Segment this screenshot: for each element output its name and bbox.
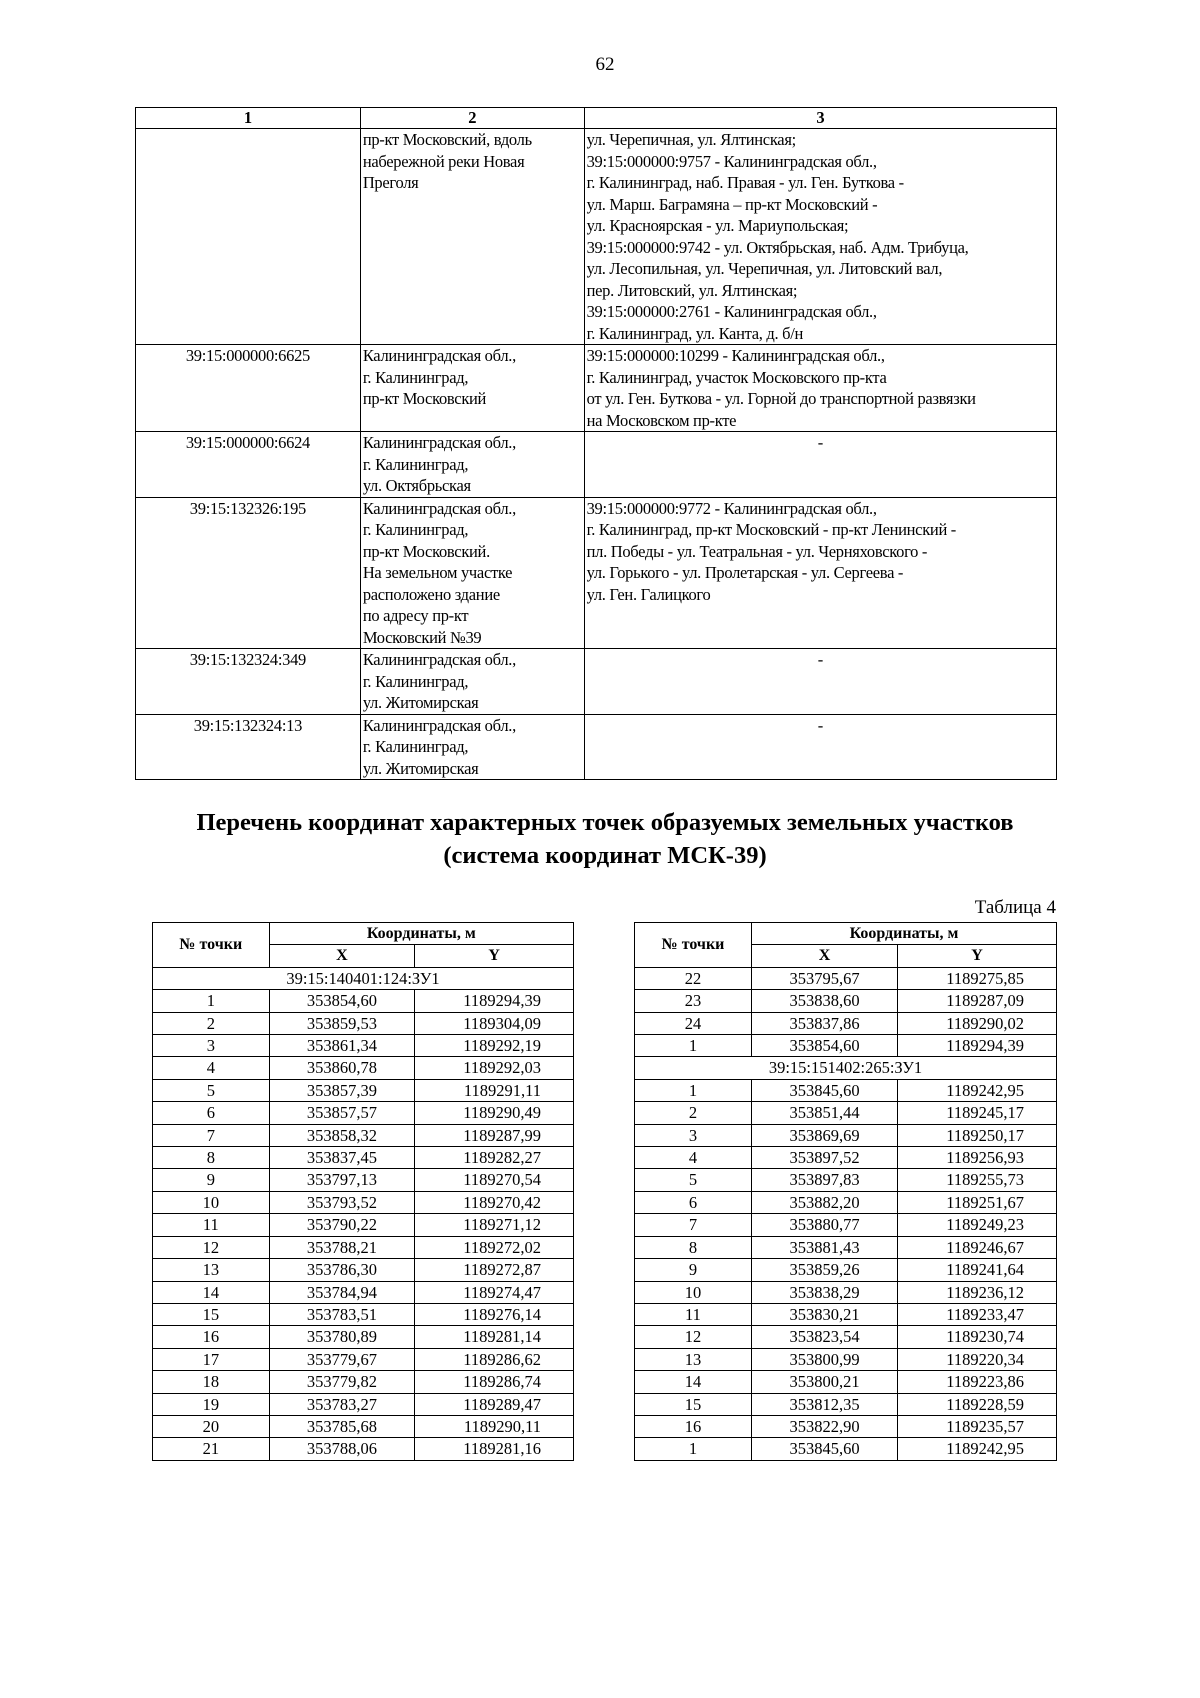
address-line: набережной реки Новая [362,151,525,171]
related-plots-cell [584,432,1056,498]
address-cell [360,345,584,432]
related-line: пл. Победы - ул. Театральная - ул. Черняховского - [586,541,928,561]
table-row [635,1303,1057,1325]
y-coordinate-cell: 1189286,74 [415,1371,574,1393]
column-header: 2 [360,108,584,129]
y-coordinate-cell: 1189250,17 [898,1124,1057,1146]
point-number-cell: 17 [153,1348,270,1370]
table-row [153,990,574,1012]
table-row [153,1259,574,1281]
point-number-cell: 12 [153,1236,270,1258]
section-title [0,806,1200,872]
x-coordinate-cell: 353880,77 [752,1214,898,1236]
x-coordinate-cell: 353838,60 [752,990,898,1012]
related-line: ул. Красноярская - ул. Мариупольская; [586,216,849,235]
x-coordinate-cell: 353830,21 [752,1303,898,1325]
point-number-cell: 1 [635,1438,752,1460]
y-coordinate-cell: 1189220,34 [898,1348,1057,1370]
y-coordinate-cell: 1189291,11 [415,1079,574,1101]
y-coordinate-cell: 1189228,59 [898,1393,1057,1415]
x-coordinate-cell: 353780,89 [269,1326,415,1348]
page-number: 62 [595,54,615,75]
point-number-cell: 13 [153,1259,270,1281]
x-header: X [269,945,415,967]
table-row [635,1012,1057,1034]
point-number-cell: 24 [635,1012,752,1034]
y-coordinate-cell: 1189241,64 [898,1259,1057,1281]
table-row [153,1326,574,1348]
point-number-cell: 1 [635,1079,752,1101]
table-row [153,1191,574,1213]
point-number-cell: 8 [635,1236,752,1258]
point-number-cell: 4 [635,1147,752,1169]
x-coordinate-cell: 353788,06 [269,1438,415,1460]
table-row [153,1102,574,1124]
x-coordinate-cell: 353786,30 [269,1259,415,1281]
point-number-cell: 14 [153,1281,270,1303]
related-line: ул. Лесопильная, ул. Черепичная, ул. Литовский вал, [586,259,943,278]
y-coordinate-cell: 1189286,62 [415,1348,574,1370]
table-row [153,1236,574,1258]
address-cell [360,432,584,498]
y-coordinate-cell: 1189270,54 [415,1169,574,1191]
related-line: г. Калининград, пр-кт Московский - пр-кт Ленинский - [586,520,957,539]
x-coordinate-cell: 353822,90 [752,1415,898,1437]
column-header: 1 [136,108,361,129]
table-row [635,1371,1057,1393]
related-line: 39:15:000000:9772 - Калининградская обл., [586,498,877,518]
y-coordinate-cell: 1189242,95 [898,1438,1057,1460]
x-coordinate-cell: 353779,82 [269,1371,415,1393]
y-coordinate-cell: 1189304,09 [415,1012,574,1034]
table-row [153,1147,574,1169]
x-coordinate-cell: 353812,35 [752,1393,898,1415]
related-line: 39:15:000000:9742 - ул. Октябрьская, наб. Адм. Трибуца, [586,237,969,257]
header-row [136,108,1057,129]
point-number-cell: 15 [153,1303,270,1325]
related-line: ул. Ген. Галицкого [586,584,711,604]
address-line: пр-кт Московский [362,389,487,408]
table-row [136,432,1057,498]
point-number-cell: 6 [635,1191,752,1213]
related-plots-cell [584,714,1056,780]
related-line: г. Калининград, участок Московского пр-кта [586,367,887,387]
point-number-cell: 19 [153,1393,270,1415]
table-row [153,1214,574,1236]
coords-header: Координаты, м [269,923,573,945]
x-coordinate-cell: 353797,13 [269,1169,415,1191]
x-coordinate-cell: 353837,86 [752,1012,898,1034]
related-plots-cell [584,497,1056,649]
address-line: ул. Житомирская [362,758,479,778]
table-row [635,1214,1057,1236]
table-row [153,1303,574,1325]
y-coordinate-cell: 1189281,14 [415,1326,574,1348]
x-coordinate-cell: 353857,39 [269,1079,415,1101]
table-row [635,990,1057,1012]
address-line: Калининградская обл., [362,498,516,518]
point-number-cell: 2 [153,1012,270,1034]
x-header: X [752,945,898,967]
x-coordinate-cell: 353854,60 [269,990,415,1012]
address-line: ул. Октябрьская [362,476,471,495]
cadastral-number-cell: 39:15:132326:195 [136,497,361,649]
address-line: Калининградская обл., [362,715,516,735]
land-plots-table [135,107,1057,780]
cadastral-number-cell: 39:15:000000:6624 [136,432,361,498]
section-row [153,967,574,989]
address-line: г. Калининград, [362,671,469,691]
x-coordinate-cell: 353869,69 [752,1124,898,1146]
table-row [153,1057,574,1079]
y-coordinate-cell: 1189281,16 [415,1438,574,1460]
y-coordinate-cell: 1189230,74 [898,1326,1057,1348]
table-row [153,1393,574,1415]
x-coordinate-cell: 353785,68 [269,1415,415,1437]
table-row [136,714,1057,780]
point-number-cell: 2 [635,1102,752,1124]
cadastral-number-cell: 39:15:132324:13 [136,714,361,780]
address-cell [360,497,584,649]
point-number-cell: 1 [635,1035,752,1057]
address-cell [360,714,584,780]
point-number-cell: 6 [153,1102,270,1124]
y-coordinate-cell: 1189294,39 [898,1035,1057,1057]
y-coordinate-cell: 1189289,47 [415,1393,574,1415]
x-coordinate-cell: 353881,43 [752,1236,898,1258]
x-coordinate-cell: 353897,52 [752,1147,898,1169]
y-coordinate-cell: 1189246,67 [898,1236,1057,1258]
point-number-cell: 14 [635,1371,752,1393]
table-row [153,1415,574,1437]
address-cell [360,129,584,345]
related-line: ул. Черепичная, ул. Ялтинская; [586,130,796,149]
y-header: Y [415,945,574,967]
y-coordinate-cell: 1189294,39 [415,990,574,1012]
table-row [136,129,1057,345]
related-line: 39:15:000000:2761 - Калининградская обл., [586,302,877,321]
point-number-cell: 20 [153,1415,270,1437]
y-coordinate-cell: 1189270,42 [415,1191,574,1213]
address-line: по адресу пр-кт [362,606,469,625]
coords-header: Координаты, м [752,923,1057,945]
address-line: пр-кт Московский. [362,541,490,561]
point-number-cell: 18 [153,1371,270,1393]
x-coordinate-cell: 353790,22 [269,1214,415,1236]
x-coordinate-cell: 353882,20 [752,1191,898,1213]
related-plots-cell [584,649,1056,715]
coordinates-table-left [152,922,574,1461]
table-row [635,1259,1057,1281]
address-line: Калининградская обл., [362,650,516,669]
point-number-cell: 3 [153,1035,270,1057]
point-number-cell: 1 [153,990,270,1012]
y-coordinate-cell: 1189292,19 [415,1035,574,1057]
x-coordinate-cell: 353860,78 [269,1057,415,1079]
table-row [153,1012,574,1034]
title-line: (система координат МСК-39) [443,842,767,869]
table-row [635,1236,1057,1258]
point-number-cell: 10 [153,1191,270,1213]
table-row [635,1191,1057,1213]
address-line: г. Калининград, [362,367,469,387]
table-row [153,1371,574,1393]
related-line: - [817,433,823,452]
address-line: г. Калининград, [362,520,469,539]
x-coordinate-cell: 353800,99 [752,1348,898,1370]
point-number-cell: 23 [635,990,752,1012]
section-row [635,1057,1057,1079]
table-row [635,1326,1057,1348]
point-number-cell: 10 [635,1281,752,1303]
address-line: расположено здание [362,584,500,604]
y-coordinate-cell: 1189275,85 [898,967,1057,989]
table-row [635,1035,1057,1057]
table-row [635,1102,1057,1124]
table-row [635,1079,1057,1101]
table-row [153,1124,574,1146]
y-coordinate-cell: 1189251,67 [898,1191,1057,1213]
y-coordinate-cell: 1189242,95 [898,1079,1057,1101]
y-coordinate-cell: 1189287,99 [415,1124,574,1146]
related-line: г. Калининград, ул. Канта, д. б/н [586,323,804,343]
x-coordinate-cell: 353783,51 [269,1303,415,1325]
table-row [635,1281,1057,1303]
table-row [153,1281,574,1303]
point-number-cell: 3 [635,1124,752,1146]
cadastral-number-cell: 39:15:132324:349 [136,649,361,715]
address-line: На земельном участке [362,563,513,582]
y-coordinate-cell: 1189255,73 [898,1169,1057,1191]
y-coordinate-cell: 1189292,03 [415,1057,574,1079]
related-line: - [817,650,823,669]
address-line: г. Калининград, [362,454,469,474]
x-coordinate-cell: 353858,32 [269,1124,415,1146]
table-row [635,1393,1057,1415]
point-header: № точки [153,923,270,968]
y-coordinate-cell: 1189256,93 [898,1147,1057,1169]
point-number-cell: 22 [635,967,752,989]
address-line: г. Калининград, [362,737,469,756]
title-line: Перечень координат характерных точек образуемых земельных участков [196,809,1014,836]
x-coordinate-cell: 353897,83 [752,1169,898,1191]
table-row [635,1438,1057,1460]
related-line: от ул. Ген. Буткова - ул. Горной до транспортной развязки [586,389,976,408]
address-line: Калининградская обл., [362,346,516,365]
related-plots-cell [584,129,1056,345]
cadastral-number-cell: 39:15:000000:6625 [136,345,361,432]
point-number-cell: 21 [153,1438,270,1460]
address-cell [360,649,584,715]
related-plots-cell [584,345,1056,432]
x-coordinate-cell: 353795,67 [752,967,898,989]
address-line: пр-кт Московский, вдоль [362,130,532,149]
y-coordinate-cell: 1189272,87 [415,1259,574,1281]
plot-id-cell: 39:15:151402:265:ЗУ1 [635,1057,1057,1079]
point-number-cell: 9 [635,1259,752,1281]
table-row [635,967,1057,989]
point-number-cell: 7 [635,1214,752,1236]
y-coordinate-cell: 1189290,49 [415,1102,574,1124]
x-coordinate-cell: 353859,53 [269,1012,415,1034]
x-coordinate-cell: 353845,60 [752,1438,898,1460]
table-row [136,345,1057,432]
table-row [635,1415,1057,1437]
point-number-cell: 5 [635,1169,752,1191]
y-coordinate-cell: 1189276,14 [415,1303,574,1325]
related-line: ул. Горького - ул. Пролетарская - ул. Сергеева - [586,563,904,582]
x-coordinate-cell: 353779,67 [269,1348,415,1370]
x-coordinate-cell: 353859,26 [752,1259,898,1281]
y-coordinate-cell: 1189223,86 [898,1371,1057,1393]
point-number-cell: 7 [153,1124,270,1146]
y-coordinate-cell: 1189290,02 [898,1012,1057,1034]
y-coordinate-cell: 1189233,47 [898,1303,1057,1325]
y-coordinate-cell: 1189290,11 [415,1415,574,1437]
x-coordinate-cell: 353854,60 [752,1035,898,1057]
point-number-cell: 4 [153,1057,270,1079]
related-line: на Московском пр-кте [586,410,737,430]
related-line: ул. Марш. Баграмяна – пр-кт Московский - [586,194,878,214]
x-coordinate-cell: 353861,34 [269,1035,415,1057]
y-coordinate-cell: 1189235,57 [898,1415,1057,1437]
y-coordinate-cell: 1189271,12 [415,1214,574,1236]
x-coordinate-cell: 353800,21 [752,1371,898,1393]
x-coordinate-cell: 353851,44 [752,1102,898,1124]
point-number-cell: 9 [153,1169,270,1191]
point-number-cell: 13 [635,1348,752,1370]
table-row [153,1079,574,1101]
x-coordinate-cell: 353784,94 [269,1281,415,1303]
table-row [136,649,1057,715]
table-row [153,1438,574,1460]
table-row [635,1348,1057,1370]
y-header: Y [898,945,1057,967]
related-line: пер. Литовский, ул. Ялтинская; [586,280,798,300]
related-line: г. Калининград, наб. Правая - ул. Ген. Буткова - [586,173,904,192]
y-coordinate-cell: 1189249,23 [898,1214,1057,1236]
y-coordinate-cell: 1189236,12 [898,1281,1057,1303]
point-number-cell: 11 [635,1303,752,1325]
table-row [136,497,1057,649]
table-row [635,1169,1057,1191]
y-coordinate-cell: 1189282,27 [415,1147,574,1169]
address-line: Калининградская обл., [362,433,516,452]
point-number-cell: 8 [153,1147,270,1169]
x-coordinate-cell: 353845,60 [752,1079,898,1101]
coordinates-table-right [634,922,1057,1461]
table-row [153,1035,574,1057]
address-line: ул. Житомирская [362,693,479,712]
column-header: 3 [584,108,1056,129]
table-row [153,1348,574,1370]
table-label: Таблица 4 [974,897,1056,918]
table-row [635,1124,1057,1146]
point-number-cell: 16 [635,1415,752,1437]
related-line: 39:15:000000:10299 - Калининградская обл., [586,346,885,365]
x-coordinate-cell: 353838,29 [752,1281,898,1303]
point-number-cell: 5 [153,1079,270,1101]
x-coordinate-cell: 353783,27 [269,1393,415,1415]
point-number-cell: 15 [635,1393,752,1415]
x-coordinate-cell: 353837,45 [269,1147,415,1169]
x-coordinate-cell: 353857,57 [269,1102,415,1124]
point-number-cell: 11 [153,1214,270,1236]
address-line: Преголя [362,173,419,192]
y-coordinate-cell: 1189272,02 [415,1236,574,1258]
point-number-cell: 12 [635,1326,752,1348]
y-coordinate-cell: 1189274,47 [415,1281,574,1303]
x-coordinate-cell: 353793,52 [269,1191,415,1213]
address-line: Московский №39 [362,627,482,647]
x-coordinate-cell: 353823,54 [752,1326,898,1348]
table-row [635,1147,1057,1169]
x-coordinate-cell: 353788,21 [269,1236,415,1258]
point-header: № точки [635,923,752,968]
cadastral-number-cell [136,129,361,345]
y-coordinate-cell: 1189287,09 [898,990,1057,1012]
table-row [153,1169,574,1191]
y-coordinate-cell: 1189245,17 [898,1102,1057,1124]
plot-id-cell: 39:15:140401:124:ЗУ1 [153,967,574,989]
point-number-cell: 16 [153,1326,270,1348]
related-line: - [817,715,823,735]
related-line: 39:15:000000:9757 - Калининградская обл., [586,151,877,171]
